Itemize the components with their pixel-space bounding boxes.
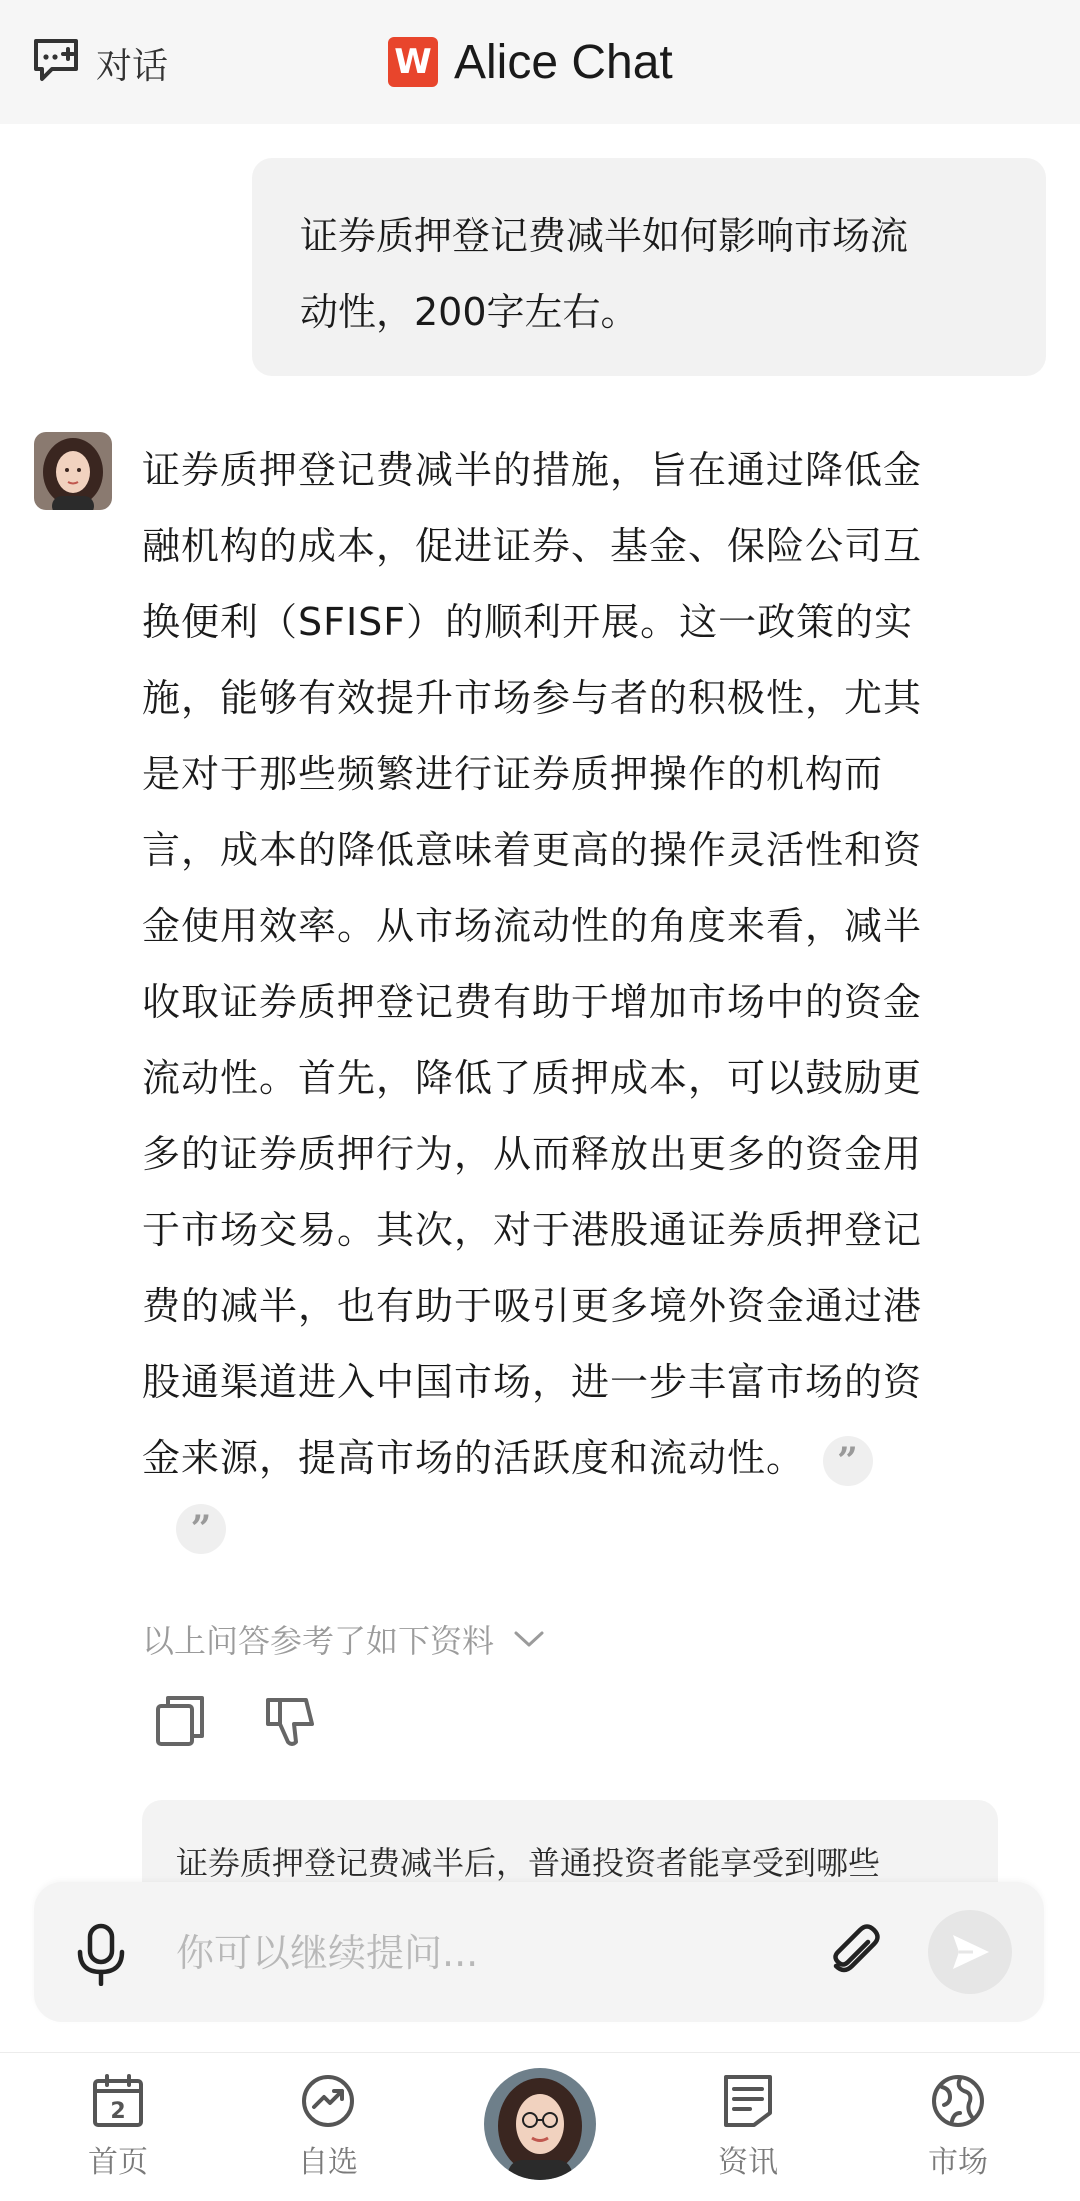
assistant-answer (142, 432, 1008, 1496)
assistant-avatar (34, 432, 112, 510)
answer-line: 流动性。首先，降低了质押成本，可以鼓励更 (142, 1056, 923, 1100)
user-message-line: 动性，200字左右。 (300, 290, 639, 334)
copy-button[interactable] (152, 1692, 212, 1752)
dislike-button[interactable] (262, 1692, 322, 1752)
user-message-line: 证券质押登记费减半如何影响市场流 (300, 214, 909, 258)
answer-line: 施，能够有效提升市场参与者的积极性，尤其 (142, 676, 923, 720)
app-title (388, 30, 673, 94)
calendar-badge: 2 (110, 2099, 126, 2124)
trend-circle-icon (300, 2073, 356, 2129)
suggested-question[interactable] (142, 1800, 998, 1890)
app-logo: W (388, 37, 438, 87)
new-chat-button[interactable] (30, 34, 168, 92)
answer-line: 多的证券质押行为，从而释放出更多的资金用 (142, 1132, 923, 1176)
send-button[interactable] (928, 1910, 1012, 1994)
app-title-text: Alice Chat (454, 35, 673, 89)
new-chat-label: 对话 (96, 45, 169, 87)
assistant-avatar-large (484, 2068, 596, 2180)
answer-line: 股通渠道进入中国市场，进一步丰富市场的资 (142, 1360, 923, 1404)
chevron-down-icon (512, 1629, 546, 1649)
references-toggle[interactable] (142, 1612, 546, 1666)
nav-news[interactable] (678, 2073, 818, 2181)
nav-watchlist-label: 自选 (298, 2145, 358, 2180)
answer-line: 于市场交易。其次，对于港股通证券质押登记 (142, 1208, 923, 1252)
attach-button[interactable] (824, 1920, 886, 1986)
chat-input-bar (34, 1882, 1044, 2022)
microphone-icon (74, 1922, 128, 1986)
suggested-question-text: 证券质押登记费减半后，普通投资者能享受到哪些 (176, 1844, 881, 1882)
calendar-icon (90, 2073, 146, 2129)
answer-line: 金使用效率。从市场流动性的角度来看，减半 (142, 904, 923, 948)
user-message-bubble (252, 158, 1046, 376)
nav-news-label: 资讯 (718, 2145, 778, 2180)
nav-home-label: 首页 (88, 2145, 148, 2180)
nav-market-label: 市场 (928, 2145, 988, 2180)
answer-line: 换便利（SFISF）的顺利开展。这一政策的实 (142, 600, 914, 644)
answer-line: 言，成本的降低意味着更高的操作灵活性和资 (142, 828, 923, 872)
answer-line: 是对于那些频繁进行证券质押操作的机构而 (142, 752, 884, 796)
answer-line: 收取证券质押登记费有助于增加市场中的资金 (142, 980, 923, 1024)
answer-line (142, 1420, 1008, 1496)
references-label: 以上问答参考了如下资料 (142, 1622, 495, 1660)
chat-plus-icon (30, 35, 82, 91)
assistant-home-button[interactable] (484, 2068, 596, 2180)
answer-line: 融机构的成本，促进证券、基金、保险公司互 (142, 524, 923, 568)
answer-line: 费的减半，也有助于吸引更多境外资金通过港 (142, 1284, 923, 1328)
news-icon (720, 2073, 776, 2129)
nav-watchlist[interactable] (258, 2073, 398, 2181)
answer-line-text: 金来源，提高市场的活跃度和流动性。 (142, 1436, 806, 1480)
answer-line: 证券质押登记费减半的措施，旨在通过降低金 (142, 448, 923, 492)
voice-input-button[interactable] (74, 1922, 128, 1990)
copy-icon (152, 1692, 212, 1752)
send-icon (947, 1929, 993, 1975)
thumbs-down-icon (262, 1692, 322, 1752)
nav-market[interactable] (888, 2073, 1028, 2181)
top-header (0, 0, 1080, 124)
question-input[interactable] (174, 1924, 818, 1982)
nav-home[interactable] (48, 2073, 188, 2181)
citation-badge[interactable]: ” (823, 1436, 873, 1486)
globe-icon (930, 2073, 986, 2129)
citation-badge[interactable]: ” (176, 1504, 226, 1554)
paperclip-icon (824, 1920, 886, 1982)
